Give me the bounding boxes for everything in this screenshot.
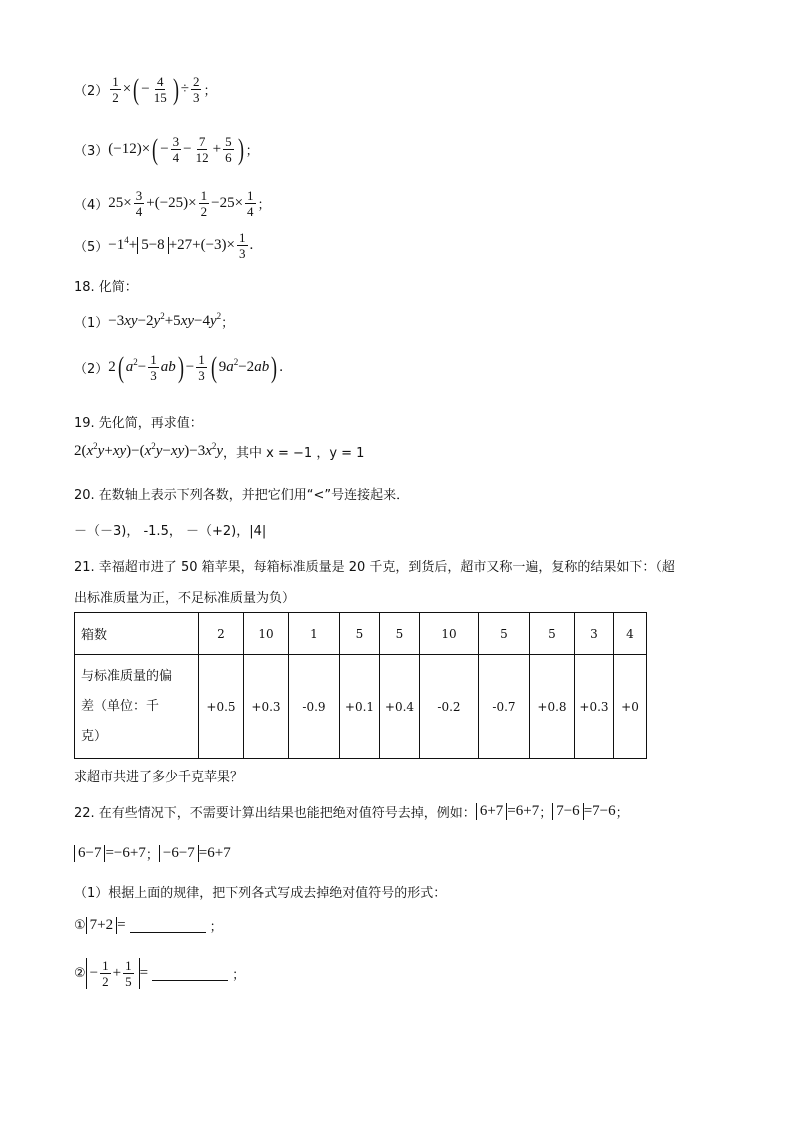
q17-item-2: （2） $\frac{1}{2}$ × ( − $\frac{4}{15}$ ) ÷ $\frac{2}{3}$ ； bbox=[74, 72, 217, 106]
table-cell: 4 bbox=[614, 613, 647, 655]
fraction: $\frac{1}{3}$ bbox=[150, 352, 157, 383]
q17-item-5: （5） $-1^4+$ 5−8 +27+(−3)× $\frac{1}{3}$ . bbox=[74, 230, 254, 261]
answer-blank[interactable] bbox=[130, 918, 206, 933]
q21-title-line2: 出标准质量为正，不足标准质量为负） bbox=[74, 591, 296, 606]
row-header-line: 克） bbox=[81, 728, 108, 744]
q22-item-1-label: ① bbox=[74, 918, 86, 933]
table-cell: +0.1 bbox=[340, 655, 380, 759]
table-cell: +0 bbox=[614, 655, 647, 759]
row-header-boxes: 箱数 bbox=[75, 613, 199, 655]
table-cell: +0.8 bbox=[530, 655, 575, 759]
fraction: $\frac{1}{3}$ bbox=[198, 352, 205, 383]
q20-numbers: －（－3)， -1.5， －（+2)，|4| bbox=[74, 524, 267, 539]
table-row bbox=[75, 655, 647, 759]
q18-item-1-label: （1） bbox=[74, 316, 109, 331]
table-cell: +0.3 bbox=[244, 655, 289, 759]
fraction: $\frac{3}{4}$ bbox=[172, 134, 180, 165]
q18-item-1: （1） $-3xy-2y^2+5xy-4y^2$ ； bbox=[74, 311, 235, 331]
fraction: $\frac{1}{2}$ bbox=[112, 74, 119, 105]
row-header-deviation bbox=[75, 655, 199, 759]
q22-item-2: ② − $\frac{1}{2}$ + $\frac{1}{5}$ = ； bbox=[74, 958, 246, 989]
fraction: $\frac{2}{3}$ bbox=[192, 74, 200, 105]
q19-expression: $2(x^2y+xy)-(x^2y-xy)-3x^2y$ ，其中 x = −1 ，y = 1 bbox=[74, 441, 365, 461]
q20-title: 20. 在数轴上表示下列各数，并把它们用“<”号连接起来． bbox=[74, 488, 410, 503]
table-cell: 10 bbox=[244, 613, 289, 655]
table-row bbox=[75, 613, 647, 655]
q22-title: 22. 在有些情况下，不需要计算出结果也能把绝对值符号去掉，例如： bbox=[74, 806, 476, 821]
q17-item-4-label: （4） bbox=[74, 198, 109, 213]
fraction: $\frac{1}{4}$ bbox=[247, 188, 254, 219]
q21-question: 求超市共进了多少千克苹果？ bbox=[74, 770, 244, 785]
fraction: $\frac{1}{3}$ bbox=[239, 230, 246, 261]
q17-item-3: （3） (−12)× ( − $\frac{3}{4}$ − $\frac{7}{12}$ + $\frac{5}{6}$ ) ； bbox=[74, 132, 259, 166]
fraction: $\frac{1}{5}$ bbox=[125, 958, 132, 989]
table-cell: -0.7 bbox=[479, 655, 530, 759]
q18-title: 18. 化简： bbox=[74, 280, 138, 295]
q17-item-3-label: （3） bbox=[74, 144, 109, 159]
q17-item-4: （4） 25× $\frac{3}{4}$ +(−25)× $\frac{1}{2}$ −25× $\frac{1}{4}$ ； bbox=[74, 188, 271, 219]
table-cell: +0.3 bbox=[575, 655, 614, 759]
q17-item-2-label: （2） bbox=[74, 84, 109, 99]
table-cell: 2 bbox=[199, 613, 244, 655]
q22-examples: 6−7 =−6+7 ； −6−7 =6+7 bbox=[74, 844, 231, 863]
table-cell: -0.2 bbox=[420, 655, 479, 759]
q18-item-2: （2） 2 ( $a^2-$ $\frac{1}{3}$ ab ) − $\frac{1}{3}$ ( $9a^2-2ab$ ) . bbox=[74, 350, 283, 384]
q18-item-2-label: （2） bbox=[74, 362, 109, 377]
row-header-line: 与标准质量的偏 bbox=[81, 668, 173, 684]
q22-sub1: （1）根据上面的规律，把下列各式写成去掉绝对值符号的形式： bbox=[74, 886, 447, 901]
q22-item-2-label: ② bbox=[74, 966, 86, 981]
table-cell: +0.4 bbox=[380, 655, 420, 759]
table-cell: 10 bbox=[420, 613, 479, 655]
deviation-table bbox=[74, 612, 647, 759]
table-cell: -0.9 bbox=[289, 655, 340, 759]
fraction: $\frac{1}{2}$ bbox=[102, 958, 109, 989]
table-cell: 5 bbox=[479, 613, 530, 655]
answer-blank[interactable] bbox=[152, 966, 228, 981]
q21-title-line1: 21. 幸福超市进了 50 箱苹果，每箱标准质量是 20 千克，到货后，超市又称一遍，复称的结果如下：（超 bbox=[74, 560, 675, 575]
q17-item-5-label: （5） bbox=[74, 240, 109, 255]
fraction: $\frac{5}{6}$ bbox=[225, 134, 232, 165]
table-cell: 1 bbox=[289, 613, 340, 655]
table-cell: +0.5 bbox=[199, 655, 244, 759]
table-cell: 3 bbox=[575, 613, 614, 655]
q19-title: 19. 先化简，再求值： bbox=[74, 416, 203, 431]
q22-item-1: ① 7+2 = ； bbox=[74, 917, 223, 935]
fraction: $\frac{1}{2}$ bbox=[200, 188, 208, 219]
table-cell: 5 bbox=[530, 613, 575, 655]
fraction: $\frac{4}{15}$ bbox=[153, 74, 167, 105]
row-header-line: 差（单位：千 bbox=[81, 698, 160, 714]
fraction: $\frac{7}{12}$ bbox=[195, 134, 209, 165]
q22-intro: 22. 在有些情况下，不需要计算出结果也能把绝对值符号去掉，例如： 6+7 =6+7 ； 7−6 =7−6 ； bbox=[74, 803, 629, 821]
q19-condition: ，其中 x = −1 ，y = 1 bbox=[223, 446, 365, 461]
fraction: $\frac{3}{4}$ bbox=[135, 188, 143, 219]
table-cell: 5 bbox=[340, 613, 380, 655]
table-cell: 5 bbox=[380, 613, 420, 655]
